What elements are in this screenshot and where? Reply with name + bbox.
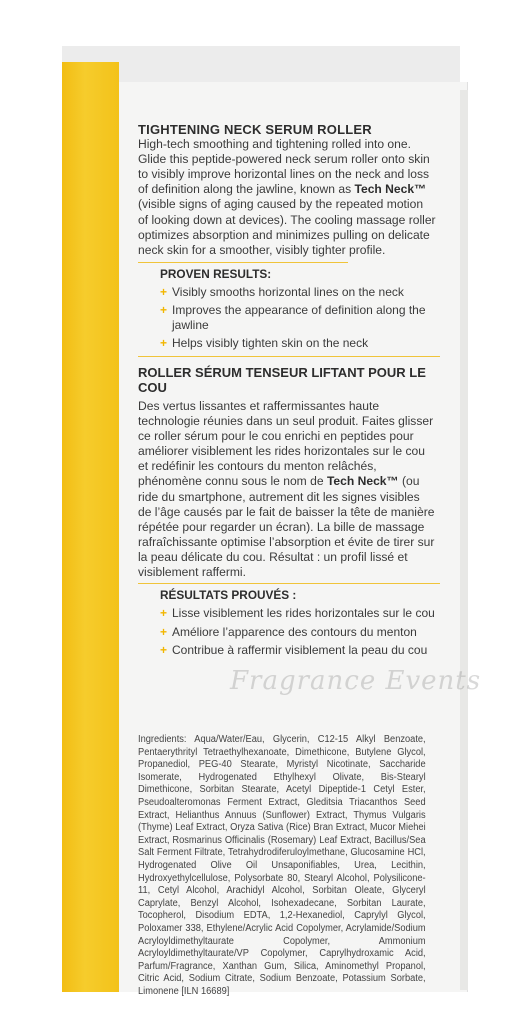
list-item — [160, 606, 458, 621]
english-divider — [138, 262, 348, 263]
list-item — [160, 303, 458, 332]
plus-icon: + — [160, 643, 168, 658]
french-result-1: Lisse visiblement les rides horizontales sur le cou — [172, 606, 435, 621]
french-description-2: (ou ride du smartphone, autrement dit les signes visibles de l’âge causés par le fait de baisser la tête de manière répétée pour regarder un écran). La bille de massage rafraîchissante optimise l’absorption et évite de tirer sur la peau délicate du cou. Résultat : un profil lissé et visiblement raffermi. — [138, 474, 435, 579]
plus-icon: + — [160, 284, 168, 299]
french-results — [160, 588, 458, 658]
french-description-1: Des vertus lissantes et raffermissantes haute technologie réunies dans un seul produit. Faites glisser ce roller sérum pour le cou enrichi en peptides pour améliorer visiblement les rides horizontales sur le cou et redéfinir les contours du menton relâchés, phénomène connu sous le nom de — [138, 398, 434, 489]
english-description-1: High-tech smoothing and tightening rolled into one. Glide this peptide-powered neck serum roller onto skin to visibly improve horizontal lines on the neck and loss of definition along the jawline, known as — [138, 137, 430, 197]
french-title: ROLLER SÉRUM TENSEUR LIFTANT POUR LE COU — [138, 364, 426, 395]
english-title: TIGHTENING NECK SERUM ROLLER — [138, 122, 372, 137]
yellow-side-stripe — [62, 62, 119, 992]
french-divider — [138, 583, 440, 584]
english-results-title: PROVEN RESULTS: — [160, 266, 272, 281]
list-item — [160, 625, 458, 640]
english-result-2: Improves the appearance of definition along the jawline — [172, 303, 426, 332]
list-item — [160, 336, 458, 351]
english-results-list — [160, 285, 458, 351]
english-result-1: Visibly smooths horizontal lines on the neck — [172, 284, 404, 299]
plus-icon: + — [160, 303, 168, 318]
french-result-3: Contribue à raffermir visiblement la peau du cou — [172, 643, 428, 658]
plus-icon: + — [160, 606, 168, 621]
english-description-2: (visible signs of aging caused by the repeated motion of looking down at devices). The cooling massage roller optimizes absorption and minimizes pulling on delicate neck skin for a smoother, visibly tighter profile. — [138, 197, 436, 257]
list-item — [160, 643, 458, 658]
list-item — [160, 285, 458, 300]
french-results-list — [160, 606, 458, 658]
watermark: Fragrance Events — [230, 666, 482, 696]
plus-icon: + — [160, 624, 168, 639]
french-result-2: Améliore l’apparence des contours du menton — [172, 624, 417, 639]
ingredients-list: Ingredients: Aqua/Water/Eau, Glycerin, C12-15 Alkyl Benzoate, Pentaerythrityl Tetraethylhexanoate, Dimethicone, Butylene Glycol, Propanediol, PEG-40 Stearate, Myristyl Nicotinate, Saccharide Isomerate, Hydrogenated Ethylhexyl Olivate, Bis-Stearyl Dimethicone, Sorbitan Stearate, Acetyl Dipeptide-1 Cetyl Ester, Pseudoalteromonas Ferment Extract, Gleditsia Triacanthos Seed Extract, Helianthus Annuus (Sunflower) Extract, Thymus Vulgaris (Thyme) Leaf Extract, Oryza Sativa (Rice) Bran Extract, Mucor Miehei Extract, Rosmarinus Officinalis (Rosemary) Leaf Extract, Bacillus/Sea Salt Ferment Filtrate, Tetrahydrodiferuloylmethane, Glucosamine HCl, Hydrogenated Olive Oil Unsaponifiables, Urea, Lecithin, Hydroxyethylcellulose, Polysorbate 80, Stearyl Alcohol, Polysilicone-11, Cetyl Alcohol, Arachidyl Alcohol, Sorbitan Oleate, Glyceryl Caprylate, Benzyl Alcohol, Isohexadecane, Sorbitan Laurate, Tocopherol, Disodium EDTA, 1,2-Hexanediol, Caprylyl Glycol, Poloxamer 338, Ethylene/Acrylic Acid Copolymer, Acrylamide/Sodium Acryloyldimethyltaurate Copolymer, Ammonium Acryloyldimethyltaurate/VP Copolymer, Caprylhydroxamic Acid, Parfum/Fragrance, Xanthan Gum, Silica, Aminomethyl Propanol, Citric Acid, Sodium Citrate, Sodium Benzoate, Potassium Sorbate, Limonene [ILN 16689] — [138, 734, 426, 997]
plus-icon: + — [160, 336, 168, 351]
package-text — [138, 116, 458, 662]
section-divider — [138, 356, 440, 357]
french-description — [138, 399, 436, 580]
english-result-3: Helps visibly tighten skin on the neck — [172, 336, 369, 351]
english-results — [160, 267, 458, 351]
french-results-title: RÉSULTATS PROUVÉS : — [160, 588, 297, 603]
english-description — [138, 137, 436, 258]
french-tech-neck: Tech Neck™ — [326, 474, 399, 489]
english-tech-neck: Tech Neck™ — [354, 182, 427, 197]
package-right-edge — [460, 90, 468, 990]
